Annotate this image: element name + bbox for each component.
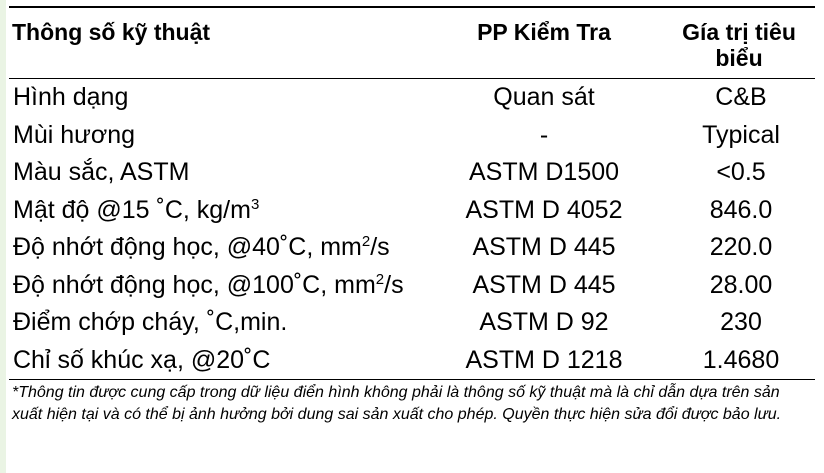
value-cell: 28.00 [709, 270, 773, 299]
value-cell: C&B [715, 83, 767, 112]
header-test-method: PP Kiểm Tra [477, 19, 611, 45]
header-property: Thông số kỹ thuật [12, 19, 211, 45]
property-text: Mùi hương [13, 120, 136, 149]
property-cell [9, 304, 419, 342]
specification-table [9, 6, 815, 380]
property-text: Chỉ số khúc xạ, @20˚C [13, 345, 271, 374]
table-row [9, 79, 815, 117]
property-cell [9, 229, 419, 267]
property-cell [9, 154, 419, 192]
property-cell [9, 117, 419, 155]
method-cell: Quan sát [493, 83, 595, 112]
value-cell: 1.4680 [702, 345, 780, 374]
footnote: *Thông tin được cung cấp trong dữ liệu điển hình không phải là thông số kỹ thuật mà là chỉ dẫn dựa trên sản xuất hiện tại và có thể bị ảnh hưởng bởi dung sai sản xuất cho phép. Quyền thực hiện sửa đổi được bảo lưu. [12, 384, 782, 423]
header-row [9, 7, 815, 79]
value-cell: 846.0 [709, 195, 773, 224]
table-row [9, 267, 815, 305]
table-row [9, 154, 815, 192]
page-accent-bar [0, 0, 6, 473]
method-cell: ASTM D 92 [479, 308, 609, 337]
property-unit-tail: /s [370, 233, 390, 262]
property-text: Độ nhớt động học, @100˚C, mm [13, 270, 376, 299]
method-cell: - [539, 120, 549, 149]
table-row [9, 117, 815, 155]
method-cell: ASTM D 1218 [465, 345, 623, 374]
table-row [9, 229, 815, 267]
table-body [9, 79, 815, 380]
method-cell: ASTM D 445 [472, 233, 616, 262]
property-cell [9, 267, 419, 305]
table-row [9, 342, 815, 380]
property-cell [9, 192, 419, 230]
property-cell [9, 342, 419, 380]
value-cell: 220.0 [709, 233, 773, 262]
table-row [9, 304, 815, 342]
property-text: Điểm chớp cháy, ˚C,min. [13, 308, 288, 337]
property-text: Màu sắc, ASTM [13, 158, 190, 187]
method-cell: ASTM D 4052 [465, 195, 623, 224]
superscript: 2 [375, 270, 385, 288]
table-header [9, 7, 815, 79]
property-unit-tail: /s [384, 270, 404, 299]
spec-sheet [9, 6, 815, 426]
table-row [9, 192, 815, 230]
value-cell: 230 [720, 308, 762, 337]
header-typical-value: Gía trị tiêu biểu [682, 19, 796, 71]
property-text: Hình dạng [13, 83, 129, 112]
property-text: Độ nhớt động học, @40˚C, mm [13, 233, 362, 262]
property-text: Mật độ @15 ˚C, kg/m [13, 195, 251, 224]
property-cell [9, 79, 419, 117]
superscript: 3 [250, 195, 260, 213]
method-cell: ASTM D 445 [472, 270, 616, 299]
value-cell: Typical [702, 120, 780, 149]
value-cell: <0.5 [716, 158, 766, 187]
superscript: 2 [361, 233, 371, 251]
method-cell: ASTM D1500 [468, 158, 620, 187]
